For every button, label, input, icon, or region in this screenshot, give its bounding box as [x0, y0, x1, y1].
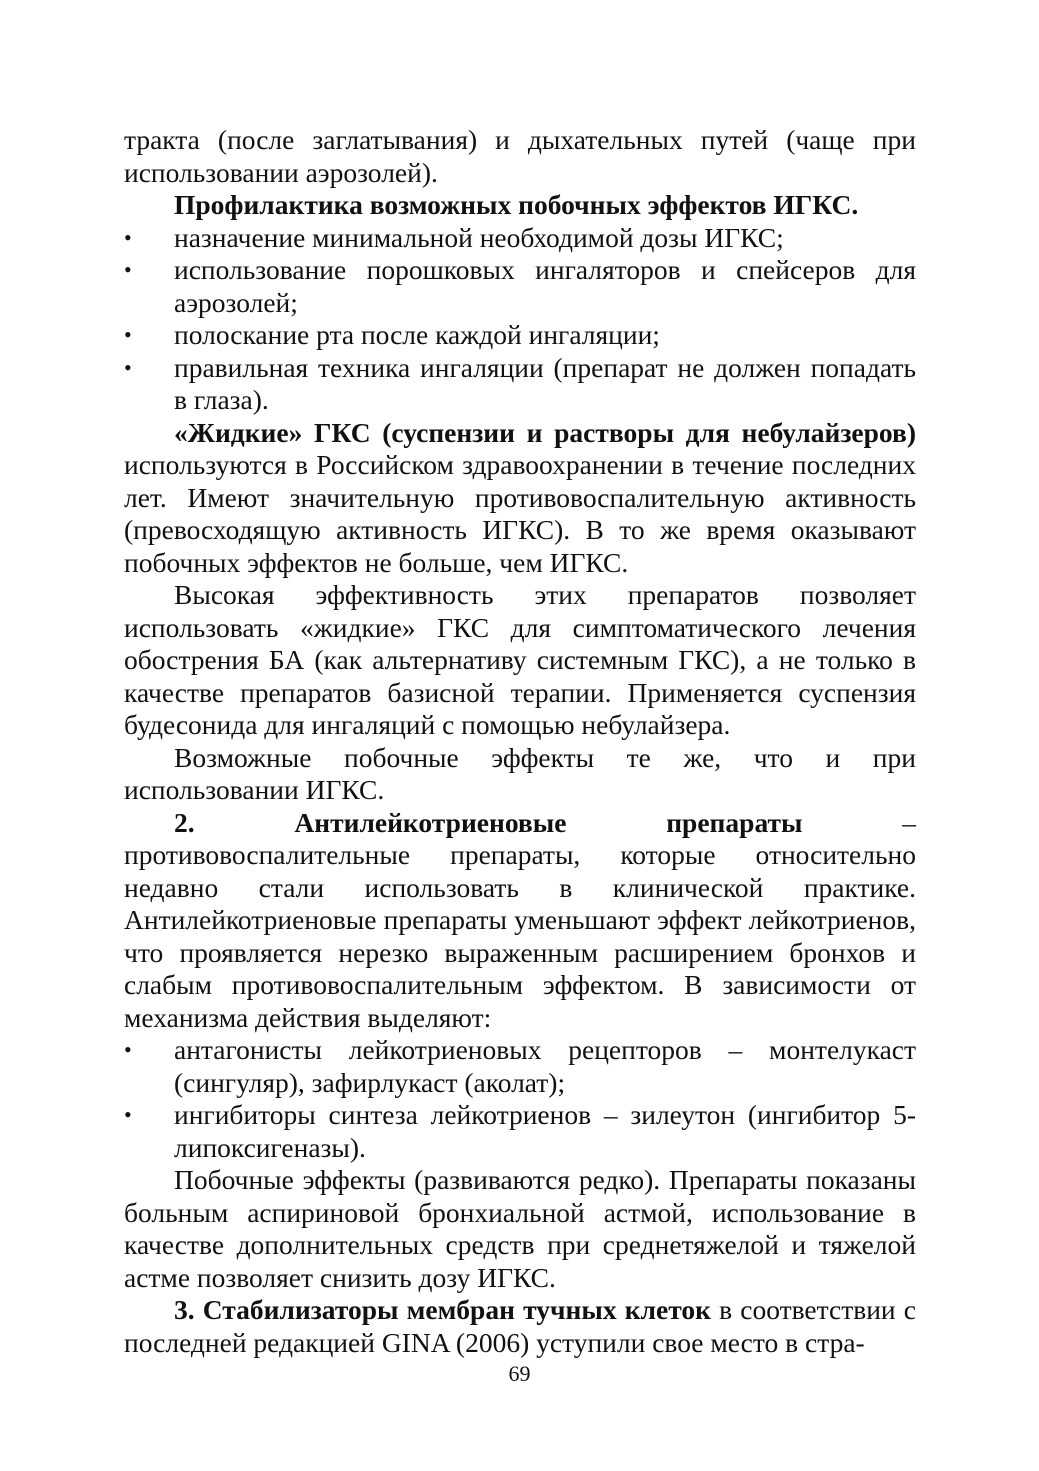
list-item-text: использование порошковых ингаляторов и спейсеров для аэрозолей;	[174, 254, 916, 318]
list-item	[124, 1034, 916, 1099]
list-item-text: антагонисты лейкотриеновых рецепторов – монтелукаст (сингуляр), зафирлукаст (аколат);	[174, 1034, 916, 1098]
list-prophylaxis	[124, 222, 916, 417]
page-content	[124, 124, 916, 1359]
list-item	[124, 222, 916, 255]
paragraph-intro: тракта (после заглатывания) и дыхательных путей (чаще при использовании аэрозолей).	[124, 124, 916, 188]
list-item-text: назначение минимальной необходимой дозы ИГКС;	[174, 221, 784, 253]
heading-prophylaxis-text: Профилактика возможных побочных эффектов ИГКС.	[174, 189, 859, 220]
bullet-icon: •	[124, 354, 132, 380]
paragraph-side-effects: Возможные побочные эффекты те же, что и при использовании ИГКС.	[124, 741, 916, 805]
bullet-icon: •	[124, 322, 132, 347]
bullet-icon: •	[124, 224, 132, 250]
mast-cell-stabilizers-text: в соответствии с последней редакцией GINA (2006) уступили свое место в стра-	[124, 1294, 916, 1358]
list-item	[124, 254, 916, 319]
bullet-icon: •	[124, 257, 132, 282]
paragraph-rare-side-effects: Побочные эффекты (развиваются редко). Препараты показаны больным аспириновой бронхиальной астмой, использование в качестве дополнительных средств при среднетяжелой и тяжелой астме позволяет снизить дозу ИГКС.	[124, 1164, 916, 1293]
bullet-icon: •	[124, 1037, 132, 1062]
list-item	[124, 352, 916, 417]
liquid-gcs-text: используются в Российском здравоохранении в течение последних лет. Имеют значительную противовоспалительную активность (превосходящую активность ИГКС). В то же время оказывают побочных эффектов не больше, чем ИГКС.	[124, 449, 916, 578]
liquid-gcs-term: «Жидкие» ГКС (суспензии и растворы для небулайзеров)	[174, 416, 916, 448]
paragraph-mast-cell-stabilizers	[124, 1294, 916, 1359]
list-item-text: полоскание рта после каждой ингаляции;	[174, 319, 660, 350]
heading-prophylaxis	[124, 189, 916, 222]
paragraph-liquid-gcs	[124, 417, 916, 580]
antileukotriene-term: 2. Антилейкотриеновые препараты	[174, 806, 803, 838]
list-antileukotriene	[124, 1034, 916, 1164]
antileukotriene-text: – противовоспалительные препараты, которые относительно недавно стали использовать в клинической практике. Антилейкотриеновые препараты уменьшают эффект лейкотриенов, что проявляется нерезко выраженным расширением бронхов и слабым противовоспалительным эффектом. В зависимости от механизма действия выделяют:	[124, 806, 916, 1033]
paragraph-antileukotriene	[124, 807, 916, 1035]
list-item-text: ингибиторы синтеза лейкотриенов – зилеутон (ингибитор 5-липоксигеназы).	[174, 1099, 916, 1163]
list-item	[124, 1099, 916, 1164]
bullet-icon: •	[124, 1102, 132, 1127]
page-number: 69	[508, 1361, 531, 1386]
paragraph-efficacy: Высокая эффективность этих препаратов позволяет использовать «жидкие» ГКС для симптоматического лечения обострения БА (как альтернативу системным ГКС), а не только в качестве препаратов базисной терапии. Применяется суспензия будесонида для ингаляций с помощью небулайзера.	[124, 579, 916, 740]
list-item-text: правильная техника ингаляции (препарат не должен попадать в глаза).	[174, 351, 916, 415]
list-item	[124, 319, 916, 352]
mast-cell-stabilizers-term: 3. Стабилизаторы мембран тучных клеток	[174, 1294, 711, 1325]
